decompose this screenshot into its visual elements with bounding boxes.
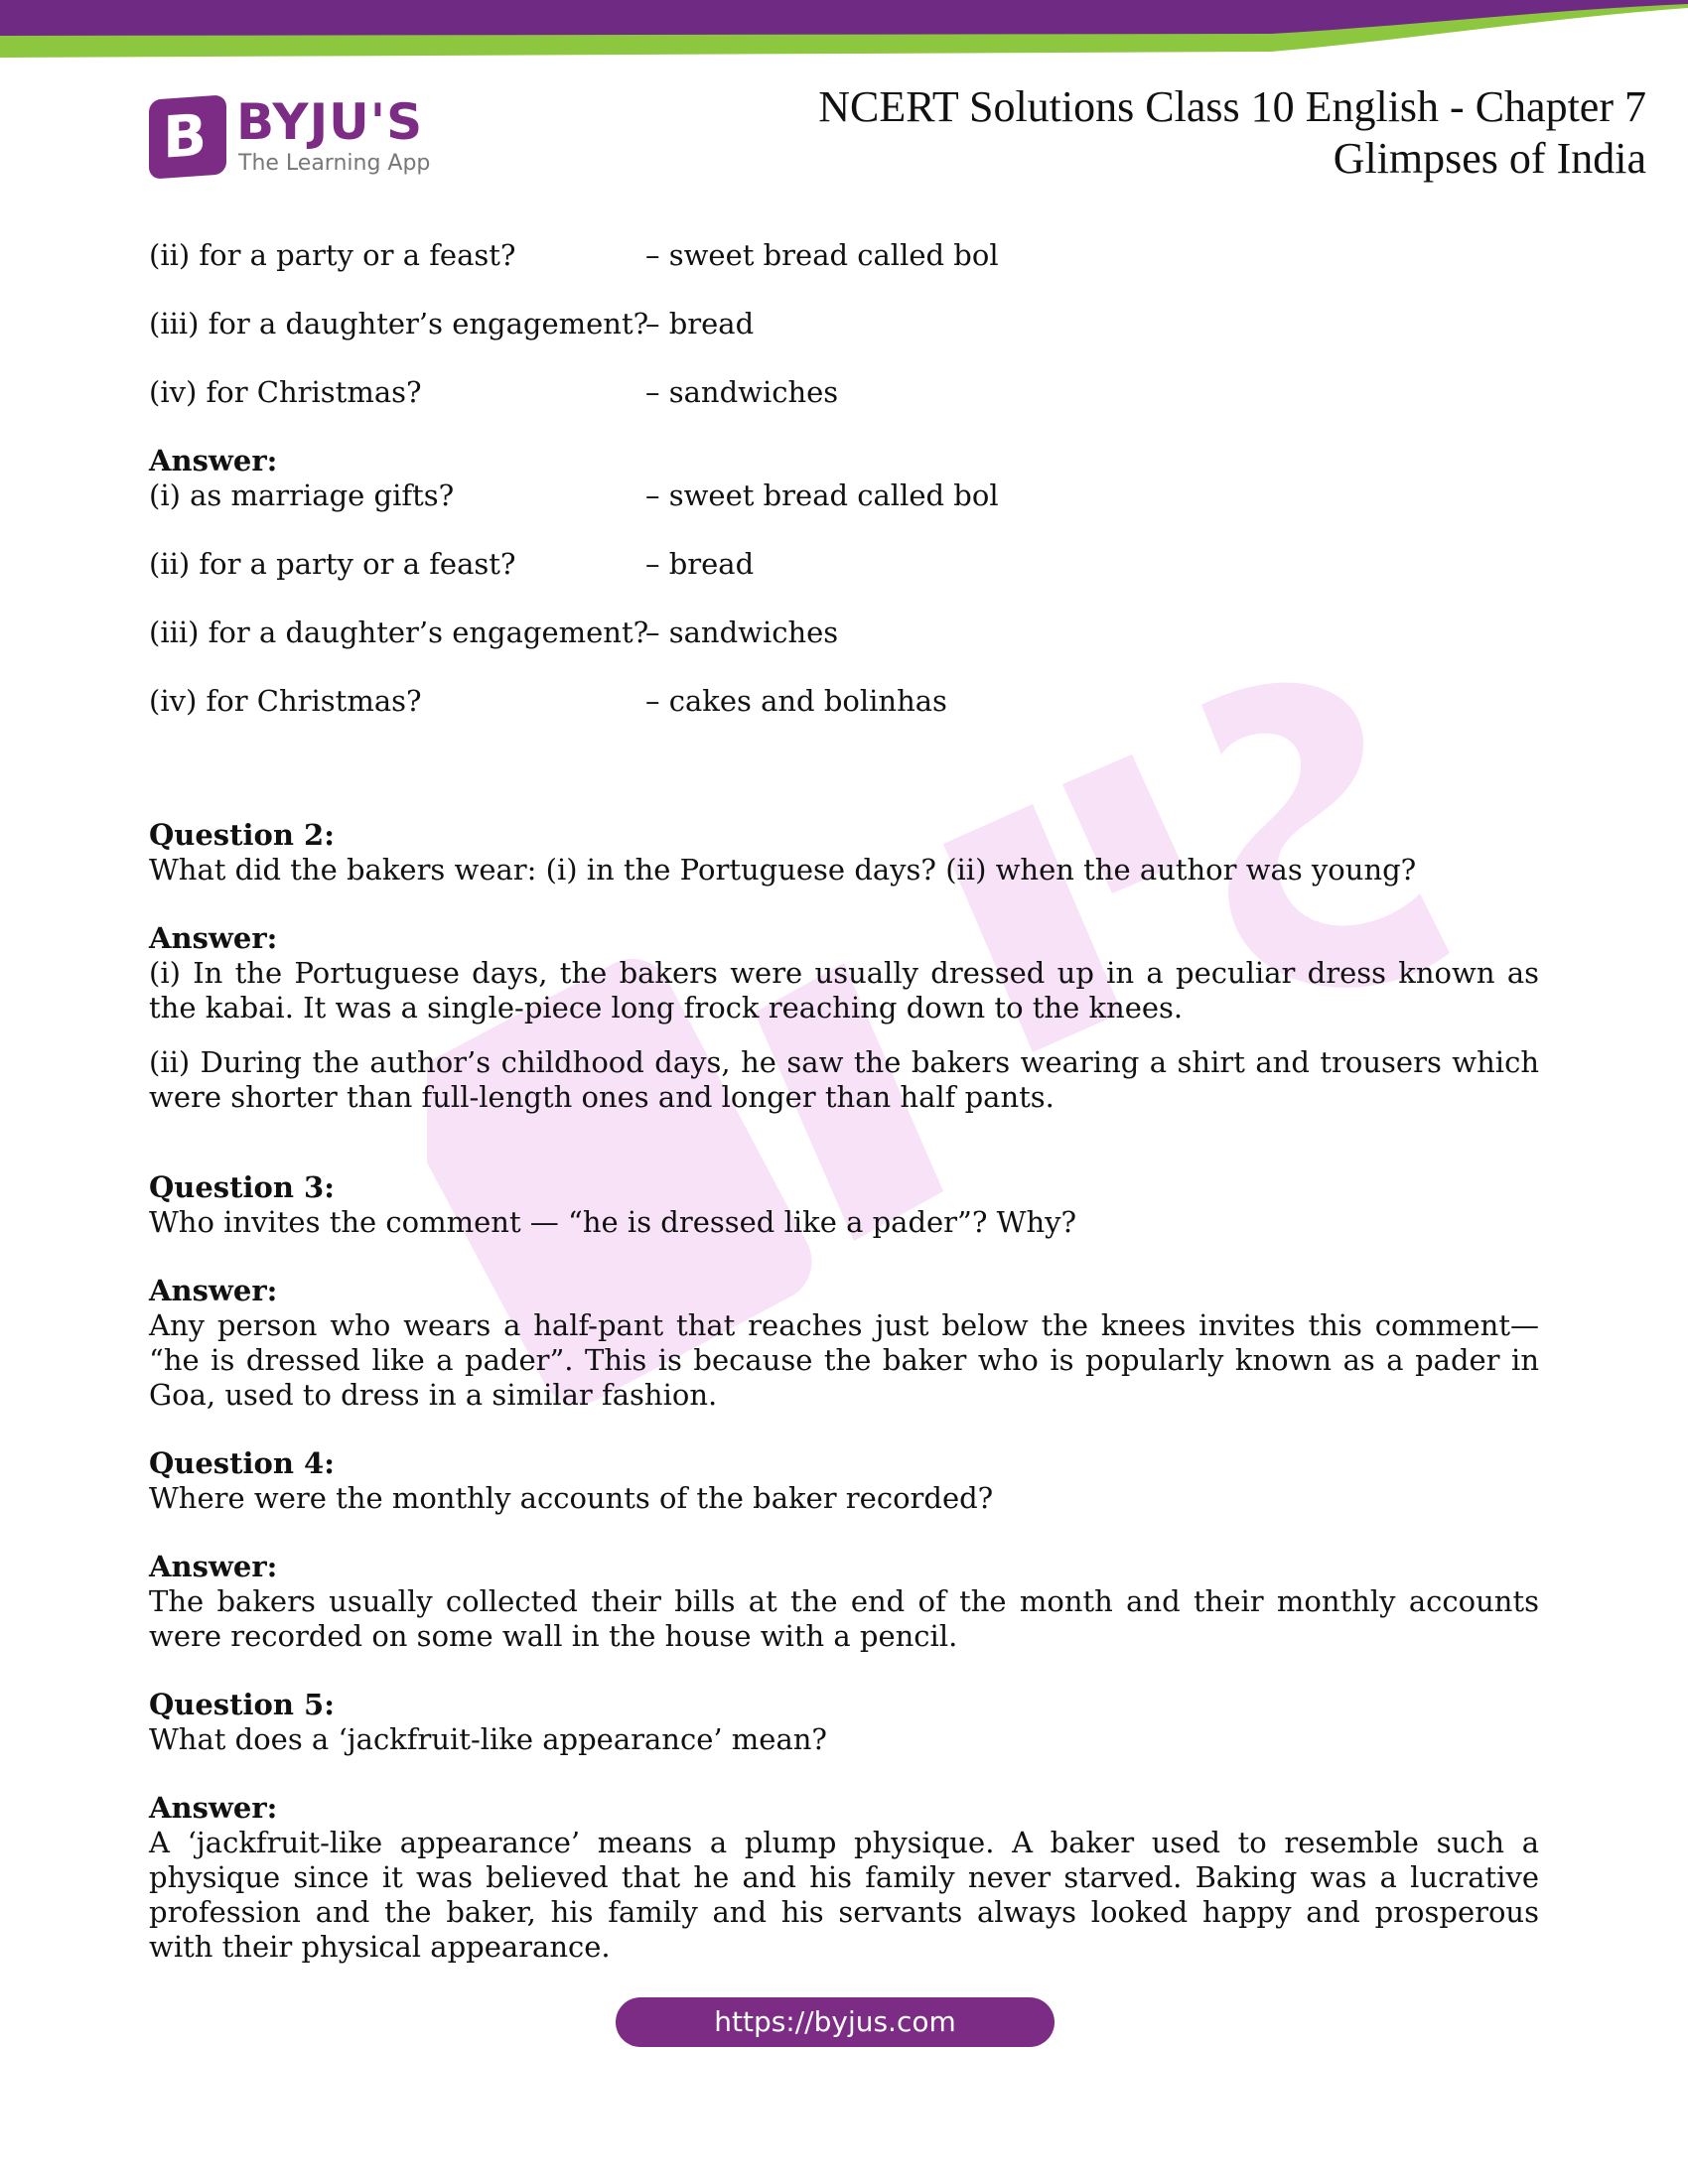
question-2 [149,818,1539,1115]
answer-item: (i) as marriage gifts? [149,478,455,512]
question-text: Where were the monthly accounts of the baker recorded? [149,1481,994,1515]
question-text: Who invites the comment — “he is dressed like a pader”? Why? [149,1205,1077,1239]
answer-value: – sweet bread called bol [645,478,999,512]
question-3 [149,1170,1539,1413]
answer-row [149,684,1539,719]
logo-mark-letter: B [163,100,208,172]
answer-paragraph: Any person who wears a half-pant that reaches just below the knees invites this comment— “he is dressed like a pader”. This is because the baker who is popularly known as a pader in Goa, used to dress in a similar fashion. [149,1308,1539,1412]
match-item: (ii) for a party or a feast? [149,238,516,272]
document-title [818,81,1646,185]
answer-label: Answer: [149,444,278,478]
document-body [149,238,1539,1965]
answer-label: Answer: [149,1550,278,1583]
question-label: Question 5: [149,1688,335,1721]
header-band [0,0,1688,64]
question-text: What did the bakers wear: (i) in the Portuguese days? (ii) when the author was young? [149,853,1417,887]
question-1-rows [149,238,1539,410]
answer-item: (iii) for a daughter’s engagement? [149,615,649,649]
answer-item: (iv) for Christmas? [149,684,422,718]
answer-paragraph: (ii) During the author’s childhood days, he saw the bakers wearing a shirt and trousers which were shorter than full-length ones and longer than half pants. [149,1045,1539,1114]
answer-row [149,547,1539,582]
question-5 [149,1688,1539,1965]
answer-1 [149,444,1539,719]
match-option: – bread [645,307,755,341]
answer-label: Answer: [149,1274,278,1307]
answer-value: – sandwiches [645,615,839,649]
match-item: (iii) for a daughter’s engagement? [149,307,649,341]
match-row [149,307,1539,341]
question-text: What does a ‘jackfruit-like appearance’ mean? [149,1722,827,1756]
question-label: Question 3: [149,1170,335,1204]
logo-tagline: The Learning App [238,151,431,176]
question-label: Question 4: [149,1446,335,1480]
answer-paragraph: The bakers usually collected their bills at the end of the month and their monthly accounts were recorded on some wall in the house with a pencil. [149,1584,1539,1653]
match-row [149,375,1539,410]
title-line-1: NCERT Solutions Class 10 English - Chapter 7 [818,82,1646,131]
match-option: – sandwiches [645,375,839,409]
match-row [149,238,1539,273]
answer-row [149,615,1539,650]
logo-wordmark: BYJU'S [236,93,424,151]
question-label: Question 2: [149,818,335,852]
answer-row [149,478,1539,513]
question-4 [149,1446,1539,1654]
answer-value: – bread [645,547,755,581]
answer-label: Answer: [149,921,278,955]
answer-paragraph: (i) In the Portuguese days, the bakers were usually dressed up in a peculiar dress known as the kabai. It was a single-piece long frock reaching down to the knees. [149,956,1539,1024]
footer-url-link[interactable]: https://byjus.com [616,1997,1055,2047]
byjus-logo [149,93,437,183]
match-item: (iv) for Christmas? [149,375,422,409]
title-line-2: Glimpses of India [1333,134,1646,183]
answer-paragraph: A ‘jackfruit-like appearance’ means a plump physique. A baker used to resemble such a physique since it was believed that he and his family never starved. Baking was a lucrative profession and the baker, his family and his servants always looked happy and prosperous with their physical appearance. [149,1826,1539,1964]
answer-value: – cakes and bolinhas [645,684,947,718]
answer-item: (ii) for a party or a feast? [149,547,516,581]
logo-mark [149,94,226,179]
match-option: – sweet bread called bol [645,238,999,272]
answer-label: Answer: [149,1791,278,1825]
